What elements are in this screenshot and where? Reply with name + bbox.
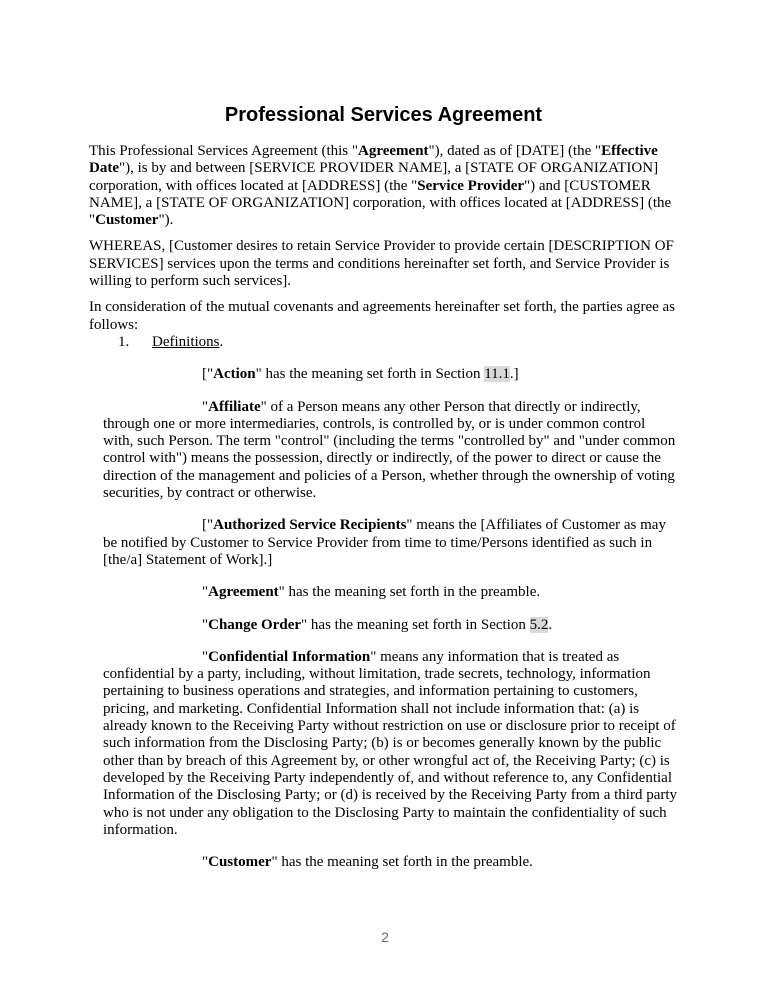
text-run: " of a Person means any other Person that directly or indirectly, through one or more intermediaries, controls, is controlled by, or is under common control with, such Person. The term "control" (including the terms "controlled by" and "under common control with") means the possession, directly or indirectly, of the power to direct or cause the direction of the management and policies of a Person, whether through the ownership of voting securities, by contract or otherwise. [103,398,676,502]
document-title: Professional Services Agreement [224,104,543,126]
defined-term: Authorized Service Recipients [213,517,407,534]
underlined-heading-text: Definitions [152,333,220,350]
defined-term: Agreement [358,143,429,159]
defined-term: Confidential Information [208,648,371,665]
defined-term: Customer [208,854,272,871]
text-run: "), dated as of [DATE] (the " [428,143,602,159]
defined-term: Agreement [208,584,279,601]
section-heading [89,334,678,351]
text-run: "), is by and between [SERVICE PROVIDER NAME], a [STATE OF ORGANIZATION] corporation, with offices located at [ADDRESS] (the " [89,160,659,194]
text-run: [" [202,517,214,534]
text-run: " means the [Affiliates of Customer as may be notified by Customer to Service Provider from time to time/Persons identified as such in [the/a] Statement of Work].] [103,517,666,568]
page-number: 2 [381,929,389,945]
definition-paragraph [103,854,678,871]
text-run: WHEREAS, [Customer desires to retain Service Provider to provide certain [DESCRIPTION OF SERVICES] services upon the terms and conditions hereinafter set forth, and Service Provider is willing to perform such services]. [89,238,674,290]
paragraph [89,299,678,334]
defined-term: Effective Date [89,143,658,177]
text-run: [" [202,366,214,383]
text-run: " means any information that is treated as confidential by a party, including, without limitation, trade secrets, technology, information pertaining to business operations and strategies, and information pertaining to customers, pricing, and marketing. Confidential Information shall not include information that: (a) is already known to the Receiving Party without restriction on use or disclosure prior to receipt of such information from the Disclosing Party; (b) is or becomes generally known by the public other than by breach of this Agreement by, or other wrongful act of, the Receiving Party; (c) is developed by the Receiving Party independently of, and without reference to, any Confidential Information of the Disclosing Party; or (d) is received by the Receiving Party from a third party who is not under any obligation to the Disclosing Party to maintain the confidentiality of such information. [103,648,678,838]
text-run: " has the meaning set forth in the preamble. [271,854,533,871]
paragraph [89,238,678,290]
defined-term: Service Provider [417,177,525,194]
cross-reference-field: 11.1 [484,366,510,383]
text-run: " has the meaning set forth in Section [301,616,530,633]
text-run: ") and [CUSTOMER NAME], a [STATE OF ORGANIZATION] corporation, with offices located at [ADDRESS] (the " [89,177,672,229]
definition-paragraph [103,517,678,569]
section-number: 1. [118,333,130,350]
defined-term: Customer [95,212,159,229]
definition-paragraph [103,617,678,634]
definition-paragraph [103,584,678,601]
text-run: This Professional Services Agreement (this " [89,143,358,159]
text-run: "). [158,212,174,229]
defined-term: Action [213,366,256,383]
defined-term: Affiliate [208,398,261,415]
paragraph [89,143,678,229]
cross-reference-field: 5.2 [529,616,549,633]
definition-paragraph [103,649,678,839]
defined-term: Change Order [208,616,302,633]
text-run: " [202,584,209,601]
text-run: . [219,333,224,350]
text-run: .] [509,366,519,383]
text-run: " [202,616,209,633]
definition-paragraph [103,366,678,383]
definition-paragraph [103,399,678,503]
text-run: " [202,854,209,871]
text-run: " [202,398,209,415]
text-run: " has the meaning set forth in the preamble. [278,584,541,601]
text-run: " [202,648,209,665]
text-run: " has the meaning set forth in Section [255,366,485,383]
text-run: . [548,616,553,633]
document-body [89,143,678,871]
text-run: In consideration of the mutual covenants and agreements hereinafter set forth, the parties agree as follows: [89,299,676,333]
